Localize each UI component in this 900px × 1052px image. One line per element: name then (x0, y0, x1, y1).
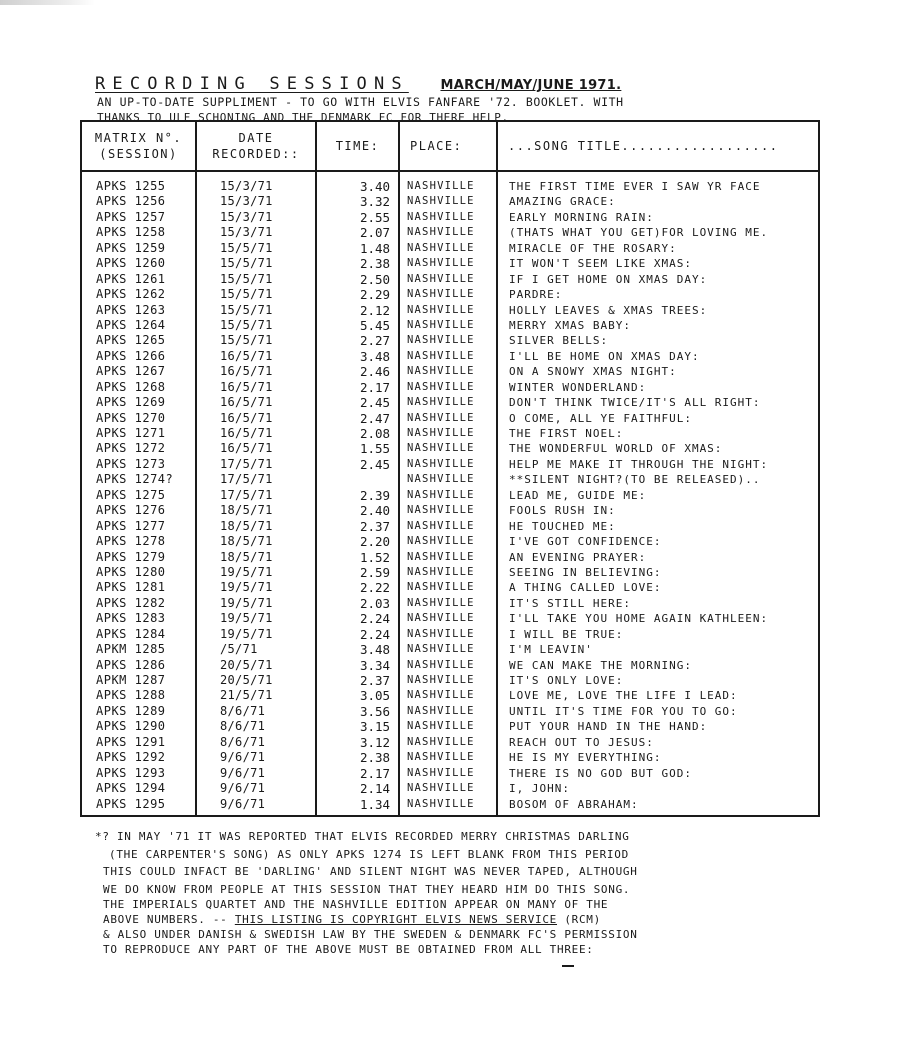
matrix-cell: APKS 1289 (96, 703, 166, 718)
song-title-cell: MIRACLE OF THE ROSARY: (509, 241, 677, 255)
time-cell: 2.27 (359, 333, 391, 349)
date-cell: 16/5/71 (220, 410, 273, 425)
date-cell: /5/71 (220, 642, 258, 657)
time-cell: 2.24 (359, 626, 391, 642)
place-cell: NASHVILLE (407, 349, 475, 362)
date-cell: 15/5/71 (220, 271, 273, 286)
place-cell: NASHVILLE (407, 751, 475, 764)
date-cell: 15/5/71 (220, 302, 273, 317)
place-cell: NASHVILLE (407, 473, 475, 486)
matrix-cell: APKS 1273 (96, 456, 166, 471)
matrix-cell: APKS 1284 (96, 626, 166, 641)
song-title-cell: **SILENT NIGHT?(TO BE RELEASED).. (509, 473, 761, 487)
matrix-cell: APKS 1276 (96, 503, 166, 518)
matrix-cell: APKS 1270 (96, 410, 166, 425)
matrix-cell: APKS 1263 (96, 302, 166, 317)
matrix-cell: APKS 1262 (96, 287, 166, 302)
matrix-cell: APKS 1280 (96, 564, 166, 579)
place-cell: NASHVILLE (407, 643, 475, 656)
place-cell: NASHVILLE (407, 720, 475, 733)
song-title-cell: UNTIL IT'S TIME FOR YOU TO GO: (509, 704, 738, 718)
date-cell: 15/3/71 (220, 194, 273, 209)
date-cell: 15/5/71 (220, 287, 273, 302)
song-title-cell: BOSOM OF ABRAHAM: (509, 797, 639, 811)
date-cell: 18/5/71 (220, 549, 273, 564)
date-cell: 9/6/71 (220, 765, 266, 780)
header-matrix (82, 122, 195, 170)
time-cell: 2.17 (359, 379, 391, 395)
time-cell: 2.39 (359, 487, 391, 503)
song-title-cell: REACH OUT TO JESUS: (509, 735, 654, 749)
table-row (82, 441, 818, 456)
date-cell: 19/5/71 (220, 626, 273, 641)
place-cell: NASHVILLE (407, 504, 475, 517)
time-cell: 2.46 (359, 364, 391, 380)
place-cell: NASHVILLE (407, 735, 475, 748)
matrix-cell: APKS 1275 (96, 487, 166, 502)
song-title-cell: THE WONDERFUL WORLD OF XMAS: (509, 442, 723, 456)
date-cell: 20/5/71 (220, 657, 273, 672)
header-song-label: ...SONG TITLE.................. (508, 139, 779, 153)
song-title-cell: A THING CALLED LOVE: (509, 581, 662, 595)
matrix-cell: APKS 1278 (96, 534, 166, 549)
table-row (82, 580, 818, 595)
date-cell: 8/6/71 (220, 703, 266, 718)
song-title-cell: WE CAN MAKE THE MORNING: (509, 658, 692, 672)
time-cell: 3.12 (359, 734, 391, 750)
song-title-cell: I WILL BE TRUE: (509, 627, 624, 641)
table-row (82, 797, 818, 812)
time-cell: 2.08 (359, 426, 391, 441)
place-cell: NASHVILLE (407, 303, 475, 316)
matrix-cell: APKS 1281 (96, 580, 166, 595)
header-date-line2: RECORDED:: (212, 147, 300, 161)
date-cell: 19/5/71 (220, 611, 273, 626)
date-cell: 15/3/71 (220, 179, 273, 193)
song-title-cell: THE FIRST NOEL: (509, 427, 624, 440)
place-cell: NASHVILLE (407, 195, 475, 208)
place-cell: NASHVILLE (407, 241, 475, 254)
footnote-line: THIS COULD INFACT BE 'DARLING' AND SILENT NIGHT WAS NEVER TAPED, ALTHOUGH (103, 865, 638, 878)
place-cell: NASHVILLE (407, 334, 475, 347)
date-cell: 16/5/71 (220, 426, 273, 440)
song-title-cell: I'VE GOT CONFIDENCE: (509, 535, 662, 549)
song-title-cell: AN EVENING PRAYER: (509, 550, 647, 564)
time-cell: 5.45 (359, 317, 391, 333)
date-cell: 15/5/71 (220, 317, 273, 332)
matrix-cell: APKS 1268 (96, 379, 166, 394)
subtitle-line-1: AN UP-TO-DATE SUPPLIMENT - TO GO WITH ELVIS FANFARE '72. BOOKLET. WITH (97, 95, 624, 109)
time-cell: 2.22 (359, 580, 391, 596)
date-cell: 18/5/71 (220, 503, 273, 518)
matrix-cell: APKS 1282 (96, 595, 166, 610)
matrix-cell: APKS 1261 (96, 271, 166, 286)
time-cell: 2.40 (359, 503, 391, 519)
date-cell: 15/3/71 (220, 225, 273, 240)
song-title-cell: ON A SNOWY XMAS NIGHT: (509, 365, 677, 379)
header-matrix-line2: (SESSION) (99, 147, 178, 161)
matrix-cell: APKS 1295 (96, 796, 166, 811)
table-row (82, 411, 818, 426)
place-cell: NASHVILLE (407, 226, 475, 239)
table-row (82, 596, 818, 611)
table-row (82, 750, 818, 765)
place-cell: NASHVILLE (407, 318, 475, 331)
date-cell: 21/5/71 (220, 688, 273, 703)
place-cell: NASHVILLE (407, 411, 475, 424)
session-dates: MARCH/MAY/JUNE 1971. (440, 78, 622, 93)
table-row (82, 519, 818, 534)
table-row (82, 287, 818, 302)
place-cell: NASHVILLE (407, 674, 475, 686)
place-cell: NASHVILLE (407, 180, 475, 192)
header-date (197, 122, 315, 170)
matrix-cell: APKS 1290 (96, 719, 166, 734)
matrix-cell: APKS 1293 (96, 765, 166, 780)
place-cell: NASHVILLE (407, 766, 475, 779)
song-title-cell: SILVER BELLS: (509, 334, 609, 348)
time-cell: 2.24 (359, 611, 391, 627)
place-cell: NASHVILLE (407, 442, 475, 455)
song-title-cell: LEAD ME, GUIDE ME: (509, 488, 647, 502)
time-cell: 2.59 (359, 564, 391, 580)
table-row (82, 272, 818, 287)
date-cell: 17/5/71 (220, 472, 273, 487)
footnote-line: *? IN MAY '71 IT WAS REPORTED THAT ELVIS RECORDED MERRY CHRISTMAS DARLING (95, 830, 630, 843)
document-heading (95, 74, 715, 96)
song-title-cell: I'LL TAKE YOU HOME AGAIN KATHLEEN: (509, 612, 769, 626)
matrix-cell: APKS 1291 (96, 734, 166, 749)
footnote-line: WE DO KNOW FROM PEOPLE AT THIS SESSION THAT THEY HEARD HIM DO THIS SONG. (103, 882, 631, 896)
place-cell: NASHVILLE (407, 396, 475, 409)
time-cell: 2.20 (359, 534, 391, 550)
song-title-cell: THE FIRST TIME EVER I SAW YR FACE (509, 180, 761, 193)
table-row (82, 241, 818, 256)
place-cell: NASHVILLE (407, 288, 475, 301)
credits-text: ABOVE NUMBERS. -- (103, 913, 235, 926)
date-cell: 8/6/71 (220, 719, 266, 734)
table-row (82, 225, 818, 240)
place-cell: NASHVILLE (407, 257, 475, 270)
time-cell: 3.56 (359, 703, 391, 719)
credits (103, 897, 823, 957)
matrix-cell: APKS 1279 (96, 549, 166, 564)
table-row (82, 704, 818, 719)
date-cell: 16/5/71 (220, 364, 273, 379)
table-row (82, 735, 818, 750)
song-title-cell: DON'T THINK TWICE/IT'S ALL RIGHT: (509, 396, 761, 410)
song-title-cell: O COME, ALL YE FAITHFUL: (509, 411, 692, 425)
time-cell: 3.15 (359, 719, 391, 735)
date-cell: 8/6/71 (220, 734, 266, 749)
song-title-cell: SEEING IN BELIEVING: (509, 565, 662, 579)
table-row (82, 210, 818, 225)
time-cell: 2.45 (359, 456, 391, 472)
time-cell: 2.38 (359, 256, 391, 272)
table-row (82, 488, 818, 503)
matrix-cell: APKS 1272 (96, 441, 166, 456)
song-title-cell: WINTER WONDERLAND: (509, 380, 647, 394)
matrix-cell: APKS 1294 (96, 781, 166, 796)
matrix-cell: APKM 1287 (96, 673, 166, 687)
time-cell: 3.34 (359, 657, 391, 673)
song-title-cell: HOLLY LEAVES & XMAS TREES: (509, 303, 708, 317)
matrix-cell: APKS 1269 (96, 395, 166, 410)
song-title-cell: PUT YOUR HAND IN THE HAND: (509, 720, 708, 734)
date-cell: 16/5/71 (220, 379, 273, 394)
time-cell: 2.47 (359, 410, 391, 426)
table-row (82, 395, 818, 410)
date-cell: 19/5/71 (220, 595, 273, 610)
time-cell: 3.40 (359, 179, 391, 194)
date-cell: 15/5/71 (220, 333, 273, 348)
table-row (82, 364, 818, 379)
table-row (82, 426, 818, 441)
place-cell: NASHVILLE (407, 210, 475, 223)
time-cell: 2.37 (359, 673, 391, 688)
time-cell: 3.05 (359, 688, 391, 704)
header-place (400, 122, 496, 170)
table-row (82, 642, 818, 657)
place-cell: NASHVILLE (407, 704, 475, 717)
table-body (82, 179, 818, 812)
place-cell: NASHVILLE (407, 658, 475, 671)
header-time-label: TIME: (335, 139, 380, 153)
matrix-cell: APKS 1266 (96, 348, 166, 363)
credits-line (103, 912, 823, 927)
song-title-cell: PARDRE: (509, 288, 563, 302)
date-cell: 16/5/71 (220, 348, 273, 363)
song-title-cell: FOOLS RUSH IN: (509, 504, 616, 518)
table-row (82, 719, 818, 734)
date-cell: 18/5/71 (220, 518, 273, 533)
place-cell: NASHVILLE (407, 427, 475, 439)
table-row (82, 688, 818, 703)
time-cell: 2.03 (359, 595, 391, 611)
matrix-cell: APKS 1288 (96, 688, 166, 703)
matrix-cell: APKS 1260 (96, 256, 166, 271)
song-title-cell: IF I GET HOME ON XMAS DAY: (509, 272, 708, 286)
matrix-cell: APKS 1277 (96, 518, 166, 533)
table-row (82, 565, 818, 580)
matrix-cell: APKS 1255 (96, 179, 166, 193)
table-row (82, 318, 818, 333)
matrix-cell: APKS 1256 (96, 194, 166, 209)
date-cell: 15/5/71 (220, 256, 273, 271)
time-cell: 1.55 (359, 441, 391, 457)
date-cell: 16/5/71 (220, 441, 273, 456)
table-row (82, 627, 818, 642)
place-cell: NASHVILLE (407, 689, 475, 702)
table-row (82, 673, 818, 688)
date-cell: 17/5/71 (220, 487, 273, 502)
song-title-cell: MERRY XMAS BABY: (509, 318, 631, 332)
place-cell: NASHVILLE (407, 365, 475, 378)
place-cell: NASHVILLE (407, 565, 475, 578)
matrix-cell: APKS 1286 (96, 657, 166, 672)
place-cell: NASHVILLE (407, 612, 475, 625)
song-title-cell: IT'S STILL HERE: (509, 596, 631, 610)
song-title-cell: HE IS MY EVERYTHING: (509, 751, 662, 765)
song-title-cell: THERE IS NO GOD BUT GOD: (509, 766, 692, 780)
time-cell: 2.55 (359, 209, 391, 225)
credits-text: (RCM) (557, 913, 601, 926)
date-cell: 9/6/71 (220, 796, 266, 811)
date-cell: 20/5/71 (220, 673, 273, 687)
song-title-cell: I'M LEAVIN' (509, 643, 593, 657)
table-row (82, 303, 818, 318)
header-song (498, 122, 818, 170)
scan-smudge (0, 0, 95, 5)
matrix-cell: APKM 1285 (96, 642, 166, 657)
song-title-cell: HE TOUCHED ME: (509, 519, 616, 533)
time-cell: 2.45 (359, 395, 391, 411)
place-cell: NASHVILLE (407, 380, 475, 393)
table-row (82, 472, 818, 487)
place-cell: NASHVILLE (407, 581, 475, 594)
time-cell: 2.38 (359, 750, 391, 766)
date-cell: 19/5/71 (220, 564, 273, 579)
table-row (82, 256, 818, 271)
table-row (82, 380, 818, 395)
time-cell: 2.17 (359, 765, 391, 781)
table-row (82, 658, 818, 673)
date-cell: 15/5/71 (220, 240, 273, 255)
place-cell: NASHVILLE (407, 488, 475, 501)
header-divider (82, 170, 818, 172)
table-row (82, 550, 818, 565)
song-title-cell: I, JOHN: (509, 782, 570, 796)
matrix-cell: APKS 1265 (96, 333, 166, 348)
dash-mark (562, 965, 574, 967)
place-cell: NASHVILLE (407, 272, 475, 285)
place-cell: NASHVILLE (407, 550, 475, 563)
matrix-cell: APKS 1257 (96, 209, 166, 224)
song-title-cell: IT WON'T SEEM LIKE XMAS: (509, 257, 692, 271)
date-cell: 9/6/71 (220, 781, 266, 796)
table-row (82, 503, 818, 518)
time-cell: 2.37 (359, 518, 391, 534)
table-row (82, 349, 818, 364)
place-cell: NASHVILLE (407, 457, 475, 470)
time-cell: 2.12 (359, 302, 391, 318)
date-cell: 17/5/71 (220, 456, 273, 471)
time-cell: 1.52 (359, 549, 391, 565)
time-cell: 2.14 (359, 781, 391, 797)
time-cell: 1.34 (359, 796, 391, 812)
time-cell: 3.32 (359, 194, 391, 210)
place-cell: NASHVILLE (407, 596, 475, 609)
matrix-cell: APKS 1258 (96, 225, 166, 240)
credits-line: & ALSO UNDER DANISH & SWEDISH LAW BY THE SWEDEN & DENMARK FC'S PERMISSION (103, 928, 638, 941)
time-cell: 1.48 (359, 240, 391, 256)
table-row (82, 781, 818, 796)
time-cell: 3.48 (359, 642, 391, 658)
header-date-line1: DATE (238, 131, 274, 145)
subtitle-line-2: THANKS TO ULF SCHONING AND THE DENMARK FC FOR THERE HELP. (97, 111, 509, 124)
song-title-cell: LOVE ME, LOVE THE LIFE I LEAD: (509, 689, 738, 703)
song-title-cell: IT'S ONLY LOVE: (509, 674, 624, 687)
song-title-cell: EARLY MORNING RAIN: (509, 210, 654, 224)
song-title-cell: AMAZING GRACE: (509, 195, 616, 209)
table-row (82, 611, 818, 626)
place-cell: NASHVILLE (407, 797, 475, 810)
matrix-cell: APKS 1283 (96, 611, 166, 626)
matrix-cell: APKS 1271 (96, 426, 166, 440)
footnote-line: (THE CARPENTER'S SONG) AS ONLY APKS 1274 IS LEFT BLANK FROM THIS PERIOD (109, 847, 629, 861)
table-row (82, 457, 818, 472)
matrix-cell: APKS 1259 (96, 240, 166, 255)
header-matrix-line1: MATRIX N°. (94, 131, 183, 145)
table-row (82, 534, 818, 549)
song-title-cell: (THATS WHAT YOU GET)FOR LOVING ME. (509, 226, 769, 240)
date-cell: 15/3/71 (220, 209, 273, 224)
copyright-notice: THIS LISTING IS COPYRIGHT ELVIS NEWS SERVICE (234, 913, 558, 926)
credits-line: THE IMPERIALS QUARTET AND THE NASHVILLE EDITION APPEAR ON MANY OF THE (103, 898, 609, 911)
table-row (82, 766, 818, 781)
footnote (95, 828, 815, 898)
time-cell: 2.50 (359, 271, 391, 287)
table-row (82, 179, 818, 194)
header-place-label: PLACE: (410, 139, 463, 153)
date-cell: 19/5/71 (220, 580, 273, 595)
time-cell: 2.29 (359, 287, 391, 303)
matrix-cell: APKS 1292 (96, 750, 166, 765)
song-title-cell: HELP ME MAKE IT THROUGH THE NIGHT: (509, 457, 769, 471)
table-row (82, 333, 818, 348)
credits-line: TO REPRODUCE ANY PART OF THE ABOVE MUST BE OBTAINED FROM ALL THREE: (103, 943, 594, 956)
date-cell: 9/6/71 (220, 750, 266, 765)
matrix-cell: APKS 1267 (96, 364, 166, 379)
page-title: RECORDING SESSIONS (95, 74, 409, 94)
date-cell: 18/5/71 (220, 534, 273, 549)
header-time (317, 122, 398, 170)
place-cell: NASHVILLE (407, 535, 475, 548)
time-cell: 3.48 (359, 348, 391, 364)
place-cell: NASHVILLE (407, 627, 475, 640)
date-cell: 16/5/71 (220, 395, 273, 410)
table-row (82, 194, 818, 209)
time-cell: 2.07 (359, 225, 391, 241)
place-cell: NASHVILLE (407, 519, 475, 532)
place-cell: NASHVILLE (407, 782, 475, 795)
sessions-table (80, 120, 820, 817)
matrix-cell: APKS 1274? (96, 472, 174, 487)
song-title-cell: I'LL BE HOME ON XMAS DAY: (509, 349, 700, 363)
matrix-cell: APKS 1264 (96, 317, 166, 332)
